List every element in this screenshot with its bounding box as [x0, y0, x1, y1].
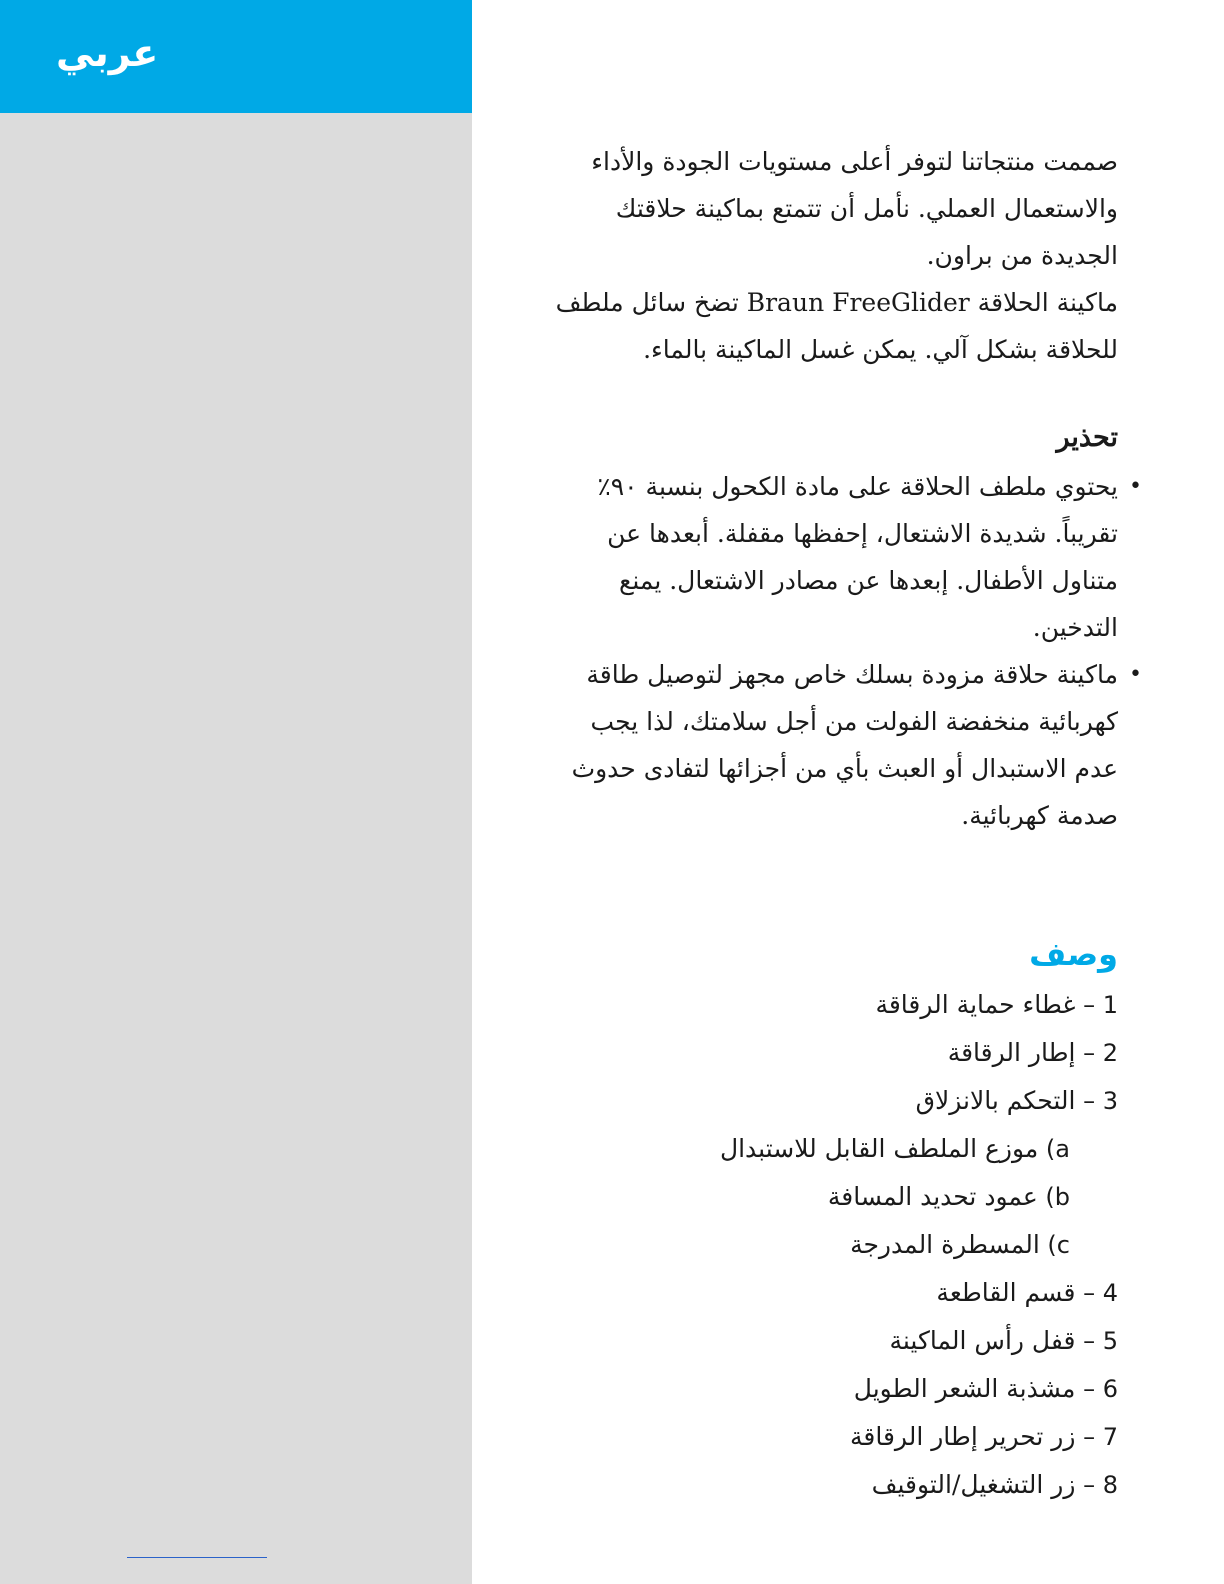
description-item [518, 1269, 1118, 1317]
intro-paragraph [518, 138, 1118, 373]
item-label: عمود تحديد المسافة [827, 1182, 1038, 1211]
description-item [518, 1317, 1118, 1365]
warning-list [518, 463, 1142, 839]
sidebar-panel [0, 0, 472, 1584]
intro-line: ماكينة الحلاقة Braun FreeGlider تضخ سائل ملطف [555, 288, 1118, 317]
warning-line: عدم الاستبدال أو العبث بأي من أجزائها لتفادى حدوث [571, 754, 1118, 783]
item-label: مشذبة الشعر الطويل [853, 1374, 1076, 1403]
item-separator: ) [1039, 1231, 1057, 1259]
item-label: إطار الرقاقة [947, 1038, 1076, 1067]
intro-line: الجديدة من براون. [926, 241, 1118, 270]
item-separator: – [1075, 1327, 1103, 1355]
item-label: المسطرة المدرجة [850, 1230, 1040, 1259]
warning-line: متناول الأطفال. إبعدها عن مصادر الاشتعال. يمنع [619, 566, 1118, 595]
language-header [0, 0, 472, 113]
item-separator: – [1075, 1471, 1103, 1499]
item-marker: b [1054, 1183, 1070, 1211]
item-separator: – [1075, 1423, 1103, 1451]
intro-line: للحلاقة بشكل آلي. يمكن غسل الماكينة بالماء. [643, 335, 1118, 364]
description-heading: وصف [1029, 935, 1118, 973]
bullet-icon: • [1129, 474, 1142, 499]
intro-line: صممت منتجاتنا لتوفر أعلى مستويات الجودة والأداء [591, 147, 1118, 176]
description-item [518, 1029, 1118, 1077]
main-content [518, 138, 1142, 1509]
item-label: قسم القاطعة [936, 1278, 1076, 1307]
item-marker: 3 [1102, 1087, 1118, 1115]
description-item [518, 1461, 1118, 1509]
intro-line: والاستعمال العملي. نأمل أن تتمتع بماكينة حلاقتك [615, 194, 1118, 223]
item-separator: ) [1037, 1183, 1055, 1211]
item-separator: – [1075, 1375, 1103, 1403]
item-label: موزع الملطف القابل للاستبدال [719, 1134, 1039, 1163]
bullet-icon: • [1129, 662, 1142, 687]
warning-item [518, 651, 1142, 839]
description-item [518, 1077, 1118, 1125]
item-separator: – [1075, 1039, 1103, 1067]
item-marker: 4 [1102, 1279, 1118, 1307]
item-label: زر التشغيل/التوقيف [871, 1470, 1076, 1499]
item-marker: 2 [1102, 1039, 1118, 1067]
item-marker: a [1055, 1135, 1070, 1163]
item-label: التحكم بالانزلاق [915, 1086, 1076, 1115]
description-item [518, 1365, 1118, 1413]
footnote-rule [127, 1557, 267, 1558]
item-separator: ) [1038, 1135, 1056, 1163]
item-marker: 5 [1102, 1327, 1118, 1355]
warning-line: كهربائية منخفضة الفولت من أجل سلامتك، لذا يجب [590, 707, 1118, 736]
warning-line: ماكينة حلاقة مزودة بسلك خاص مجهز لتوصيل طاقة [586, 660, 1118, 689]
warning-line: تقريباً. شديدة الاشتعال، إحفظها مقفلة. أبعدها عن [607, 519, 1118, 548]
description-subitem [518, 1173, 1118, 1221]
item-marker: 7 [1102, 1423, 1118, 1451]
item-separator: – [1075, 1279, 1103, 1307]
item-separator: – [1075, 1087, 1103, 1115]
language-label: عربي [56, 31, 159, 75]
warning-line: التدخين. [1032, 613, 1118, 642]
item-label: غطاء حماية الرقاقة [875, 990, 1076, 1019]
description-subitem [518, 1221, 1118, 1269]
item-label: قفل رأس الماكينة [889, 1326, 1076, 1355]
warning-item [518, 463, 1142, 651]
warning-line: يحتوي ملطف الحلاقة على مادة الكحول بنسبة ٩٠٪ [597, 472, 1118, 501]
item-marker: 1 [1102, 991, 1118, 1019]
warning-line: صدمة كهربائية. [961, 801, 1118, 830]
item-separator: – [1075, 991, 1103, 1019]
item-marker: c [1056, 1231, 1070, 1259]
item-marker: 8 [1102, 1471, 1118, 1499]
description-list [518, 981, 1118, 1509]
item-label: زر تحرير إطار الرقاقة [850, 1422, 1076, 1451]
warning-heading: تحذير [1056, 422, 1118, 453]
description-subitem [518, 1125, 1118, 1173]
item-marker: 6 [1102, 1375, 1118, 1403]
description-item [518, 981, 1118, 1029]
description-item [518, 1413, 1118, 1461]
